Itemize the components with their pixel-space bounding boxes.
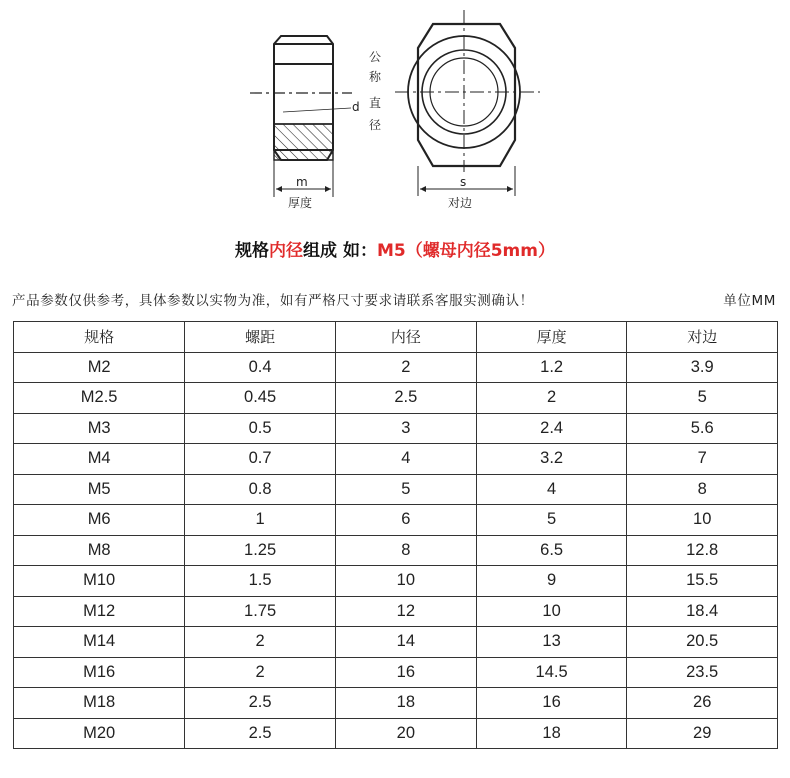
col-header-pitch: 螺距 xyxy=(185,322,336,353)
table-row xyxy=(14,566,778,597)
table-row xyxy=(14,383,778,414)
table-header-row xyxy=(14,322,778,353)
cell-spec: M18 xyxy=(14,688,185,719)
nut-technical-drawing xyxy=(0,0,790,225)
cell-pitch: 1.25 xyxy=(185,535,336,566)
cell-spec: M20 xyxy=(14,718,185,749)
cell-across-flats: 8 xyxy=(627,474,778,505)
front-across-flats-label: 对边 xyxy=(448,196,473,210)
cell-spec: M8 xyxy=(14,535,185,566)
cell-pitch: 0.8 xyxy=(185,474,336,505)
cell-pitch: 1.5 xyxy=(185,566,336,597)
cell-across-flats: 15.5 xyxy=(627,566,778,597)
cell-spec: M2 xyxy=(14,352,185,383)
nominal-diameter-char: 公 xyxy=(369,50,382,64)
cell-across-flats: 23.5 xyxy=(627,657,778,688)
table-row xyxy=(14,474,778,505)
heading-prefix: 规格 xyxy=(235,241,270,261)
col-header-inner-diameter: 内径 xyxy=(335,322,476,353)
heading-example: M5（螺母内径5mm） xyxy=(376,241,555,261)
cell-inner-diameter: 10 xyxy=(335,566,476,597)
cell-pitch: 2 xyxy=(185,627,336,658)
spec-heading xyxy=(0,236,790,261)
cell-pitch: 0.7 xyxy=(185,444,336,475)
cell-across-flats: 5 xyxy=(627,383,778,414)
table-row xyxy=(14,444,778,475)
table-row xyxy=(14,657,778,688)
heading-middle: 组成 如： xyxy=(303,241,377,261)
cell-pitch: 0.4 xyxy=(185,352,336,383)
cell-spec: M2.5 xyxy=(14,383,185,414)
cell-thickness: 6.5 xyxy=(476,535,627,566)
cell-pitch: 2.5 xyxy=(185,718,336,749)
cell-spec: M16 xyxy=(14,657,185,688)
cell-pitch: 1.75 xyxy=(185,596,336,627)
cell-spec: M3 xyxy=(14,413,185,444)
front-s-label: s xyxy=(460,175,467,189)
cell-across-flats: 26 xyxy=(627,688,778,719)
cell-thickness: 13 xyxy=(476,627,627,658)
nominal-diameter-char: 称 xyxy=(369,70,382,84)
cell-spec: M12 xyxy=(14,596,185,627)
nominal-diameter-char: 直 xyxy=(369,96,382,110)
cell-thickness: 18 xyxy=(476,718,627,749)
cell-thickness: 16 xyxy=(476,688,627,719)
cell-pitch: 2 xyxy=(185,657,336,688)
cell-pitch: 0.5 xyxy=(185,413,336,444)
cell-inner-diameter: 20 xyxy=(335,718,476,749)
cell-inner-diameter: 3 xyxy=(335,413,476,444)
cell-spec: M5 xyxy=(14,474,185,505)
cell-pitch: 1 xyxy=(185,505,336,536)
cell-thickness: 2 xyxy=(476,383,627,414)
cell-thickness: 3.2 xyxy=(476,444,627,475)
cell-spec: M6 xyxy=(14,505,185,536)
cell-thickness: 2.4 xyxy=(476,413,627,444)
cell-across-flats: 5.6 xyxy=(627,413,778,444)
cell-inner-diameter: 12 xyxy=(335,596,476,627)
cell-spec: M14 xyxy=(14,627,185,658)
spec-table xyxy=(13,321,778,749)
cell-across-flats: 18.4 xyxy=(627,596,778,627)
cell-spec: M4 xyxy=(14,444,185,475)
cell-inner-diameter: 8 xyxy=(335,535,476,566)
cell-thickness: 14.5 xyxy=(476,657,627,688)
cell-inner-diameter: 14 xyxy=(335,627,476,658)
cell-thickness: 10 xyxy=(476,596,627,627)
table-row xyxy=(14,688,778,719)
cell-spec: M10 xyxy=(14,566,185,597)
table-row xyxy=(14,596,778,627)
table-row xyxy=(14,535,778,566)
side-thickness-label: 厚度 xyxy=(288,196,313,210)
nominal-diameter-char: 径 xyxy=(369,118,382,132)
cell-across-flats: 7 xyxy=(627,444,778,475)
cell-inner-diameter: 5 xyxy=(335,474,476,505)
notice-text: 产品参数仅供参考，具体参数以实物为准，如有严格尺寸要求请联系客服实测确认！ xyxy=(12,293,534,309)
nut-side-view xyxy=(250,36,352,197)
side-d-label: d xyxy=(352,100,360,114)
nut-front-view xyxy=(395,10,540,196)
col-header-spec: 规格 xyxy=(14,322,185,353)
table-row xyxy=(14,413,778,444)
cell-thickness: 1.2 xyxy=(476,352,627,383)
heading-highlight: 内径 xyxy=(269,241,304,261)
table-body xyxy=(14,352,778,749)
table-row xyxy=(14,718,778,749)
cell-inner-diameter: 2 xyxy=(335,352,476,383)
cell-pitch: 0.45 xyxy=(185,383,336,414)
cell-inner-diameter: 6 xyxy=(335,505,476,536)
table-row xyxy=(14,505,778,536)
cell-inner-diameter: 4 xyxy=(335,444,476,475)
side-m-label: m xyxy=(296,175,308,189)
col-header-thickness: 厚度 xyxy=(476,322,627,353)
cell-thickness: 5 xyxy=(476,505,627,536)
cell-thickness: 4 xyxy=(476,474,627,505)
cell-inner-diameter: 2.5 xyxy=(335,383,476,414)
cell-across-flats: 10 xyxy=(627,505,778,536)
col-header-across-flats: 对边 xyxy=(627,322,778,353)
table-row xyxy=(14,352,778,383)
cell-across-flats: 20.5 xyxy=(627,627,778,658)
cell-thickness: 9 xyxy=(476,566,627,597)
table-row xyxy=(14,627,778,658)
cell-across-flats: 3.9 xyxy=(627,352,778,383)
cell-inner-diameter: 18 xyxy=(335,688,476,719)
cell-inner-diameter: 16 xyxy=(335,657,476,688)
cell-across-flats: 29 xyxy=(627,718,778,749)
cell-across-flats: 12.8 xyxy=(627,535,778,566)
cell-pitch: 2.5 xyxy=(185,688,336,719)
unit-label: 单位MM xyxy=(723,293,776,309)
